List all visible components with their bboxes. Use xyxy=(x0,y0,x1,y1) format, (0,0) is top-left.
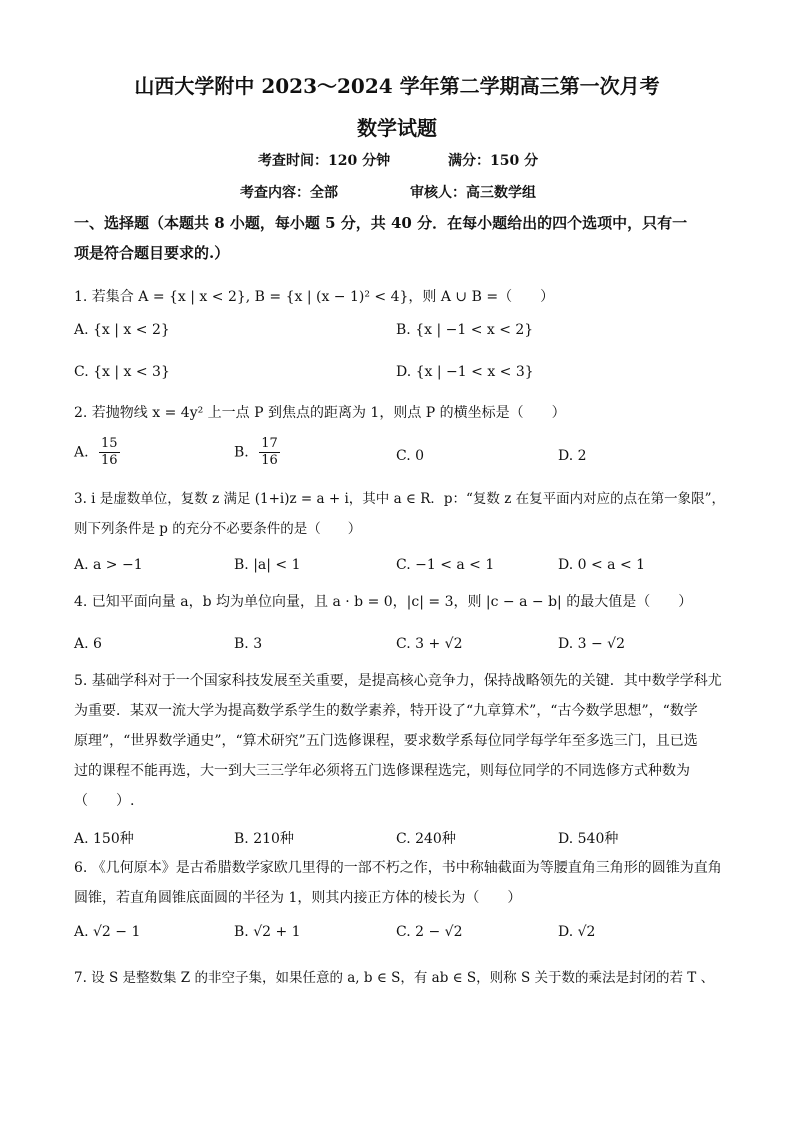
exam-content: 考查内容：全部 xyxy=(240,185,338,201)
q6-option-c: C. 2 − √2 xyxy=(396,924,463,940)
question-5-line: 5. 基础学科对于一个国家科技发展至关重要，是提高核心竞争力，保持战略领先的关键．其中数学学科尤 xyxy=(74,673,722,689)
q2-option-a-denominator: 16 xyxy=(101,453,118,468)
section-heading-line: 项是符合题目要求的.） xyxy=(74,244,230,262)
q1-option-a: A. {x | x < 2} xyxy=(74,322,170,338)
question-3-line: 3. i 是虚数单位，复数 z 满足 (1+i)z = a + i，其中 a ∈ R．p：“复数 z 在复平面内对应的点在第一象限”， xyxy=(74,491,726,507)
question-6-line: 6. 《几何原本》是古希腊数学家欧几里得的一部不朽之作，书中称轴截面为等腰直角三角形的圆锥为直角 xyxy=(74,860,722,876)
q1-option-d: D. {x | −1 < x < 3} xyxy=(396,364,534,380)
q6-option-d: D. √2 xyxy=(558,924,596,940)
q2-option-c: C. 0 xyxy=(396,448,425,464)
q1-option-b: B. {x | −1 < x < 2} xyxy=(396,322,534,338)
q6-option-a: A. √2 − 1 xyxy=(74,924,141,940)
q2-option-a-numerator: 15 xyxy=(101,436,118,451)
section-heading-line: 一、选择题（本题共 8 小题，每小题 5 分，共 40 分．在每小题给出的四个选项中，只有一 xyxy=(74,214,688,232)
question-2-stem: 2. 若抛物线 x = 4y² 上一点 P 到焦点的距离为 1，则点 P 的横坐标是（ ） xyxy=(74,405,566,421)
q5-option-c: C. 240种 xyxy=(396,831,456,847)
question-7-stem: 7. 设 S 是整数集 Z 的非空子集，如果任意的 a, b ∈ S，有 ab ∈ S，则称 S 关于数的乘法是封闭的若 T 、 xyxy=(74,970,715,986)
q2-option-b xyxy=(234,436,280,469)
q2-option-d: D. 2 xyxy=(558,448,587,464)
question-5-stem xyxy=(74,666,734,816)
question-5-line: 原理”，“世界数学通史”，“算术研究”五门选修课程，要求数学系每位同学每学年至多选三门，且已选 xyxy=(74,733,698,749)
q6-option-b: B. √2 + 1 xyxy=(234,924,301,940)
q4-option-a: A. 6 xyxy=(74,636,102,652)
question-4-stem: 4. 已知平面向量 a，b 均为单位向量，且 a · b = 0，|c| = 3，则 |c − a − b| 的最大值是（ ） xyxy=(74,594,693,610)
reviewer: 审核人：高三数学组 xyxy=(410,185,536,201)
question-5-line: （ ）. xyxy=(74,793,135,809)
q4-option-b: B. 3 xyxy=(234,636,263,652)
q5-option-b: B. 210种 xyxy=(234,831,294,847)
q4-option-d: D. 3 − √2 xyxy=(558,636,625,652)
q2-option-b-denominator: 16 xyxy=(261,453,278,468)
q3-option-c: C. −1 < a < 1 xyxy=(396,557,495,573)
question-3-line: 则下列条件是 p 的充分不必要条件的是（ ） xyxy=(74,521,362,537)
q5-option-d: D. 540种 xyxy=(558,831,619,847)
q2-option-b-numerator: 17 xyxy=(261,436,278,451)
question-3-stem xyxy=(74,484,736,544)
q4-option-c: C. 3 + √2 xyxy=(396,636,463,652)
exam-time: 考查时间：120 分钟 xyxy=(258,153,391,169)
full-score: 满分：150 分 xyxy=(448,153,539,169)
question-5-line: 过的课程不能再选，大一到大三三学年必须将五门选修课程选完，则每位同学的不同选修方式种数为 xyxy=(74,763,690,779)
question-6-stem xyxy=(74,853,734,913)
question-1-stem: 1. 若集合 A = {x | x < 2}, B = {x | (x − 1)² < 4}，则 A ∪ B =（ ） xyxy=(74,289,555,305)
section-heading xyxy=(74,208,724,268)
exam-title: 山西大学附中 2023～2024 学年第二学期高三第一次月考 xyxy=(134,74,660,98)
q3-option-b: B. |a| < 1 xyxy=(234,557,301,573)
q2-option-b-label: B. xyxy=(234,444,249,461)
q2-option-a xyxy=(74,436,120,469)
question-5-line: 为重要．某双一流大学为提高数学系学生的数学素养，特开设了“九章算术”，“古今数学思想”，“数学 xyxy=(74,703,698,719)
q5-option-a: A. 150种 xyxy=(74,831,134,847)
question-6-line: 圆锥，若直角圆锥底面圆的半径为 1，则其内接正方体的棱长为（ ） xyxy=(74,890,522,906)
q2-option-a-label: A. xyxy=(74,444,89,461)
q2-option-b-fraction xyxy=(259,436,280,469)
q1-option-c: C. {x | x < 3} xyxy=(74,364,170,380)
q3-option-a: A. a > −1 xyxy=(74,557,143,573)
q2-option-a-fraction xyxy=(99,436,120,469)
exam-subtitle: 数学试题 xyxy=(357,116,437,140)
q3-option-d: D. 0 < a < 1 xyxy=(558,557,646,573)
